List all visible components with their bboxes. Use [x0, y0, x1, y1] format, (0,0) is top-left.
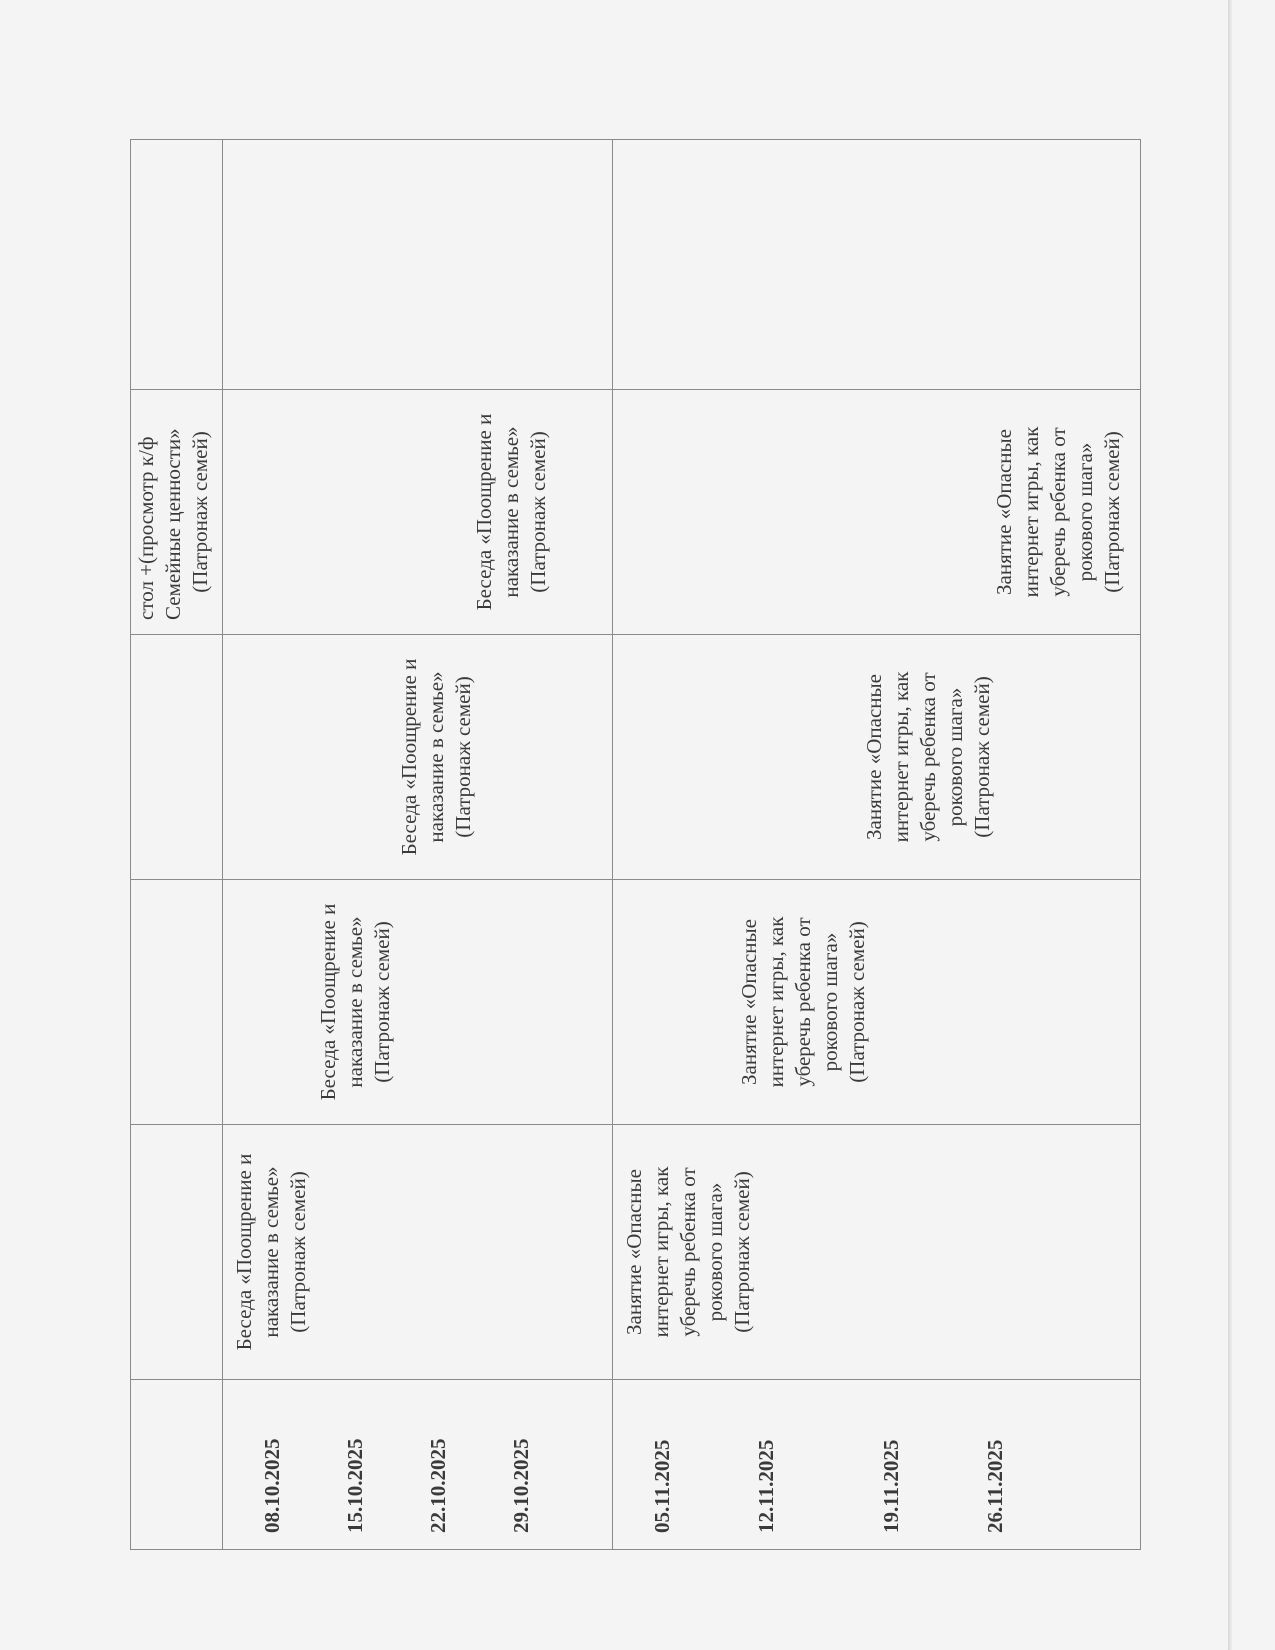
header-cell-4-line1: стол +(просмотр к/ф	[134, 436, 158, 620]
entry-october-col4	[471, 404, 552, 620]
entry-note: (Патронаж семей)	[526, 431, 550, 593]
entry-note: (Патронаж семей)	[845, 921, 869, 1083]
date-29-10: 29.10.2025	[509, 1438, 533, 1533]
entry-november-col1	[621, 1139, 756, 1365]
header-cell-4	[131, 390, 223, 635]
page-edge-shadow	[1228, 0, 1232, 1650]
date-15-10: 15.10.2025	[343, 1438, 367, 1533]
entry-october-col3	[396, 649, 477, 865]
date-22-10: 22.10.2025	[426, 1438, 450, 1533]
entry-october-col2	[315, 894, 396, 1110]
date-19-11: 19.11.2025	[879, 1439, 903, 1533]
entry-title: Занятие «Опасные интернет игры, как уберечь ребенка от рокового шага»	[992, 426, 1097, 598]
entry-note: (Патронаж семей)	[370, 921, 394, 1083]
dates-cell-october	[223, 1380, 613, 1550]
cell-october-col2	[223, 880, 613, 1125]
entry-october-col1	[231, 1139, 312, 1365]
entry-title: Беседа «Поощрение и наказание в семье»	[397, 658, 448, 856]
entry-title: Занятие «Опасные интернет игры, как уберечь ребенка от рокового шага»	[862, 671, 967, 843]
cell-october-col3	[223, 635, 613, 880]
date-26-11: 26.11.2025	[983, 1439, 1007, 1533]
cell-october-col1	[223, 1125, 613, 1380]
header-cell-4-line2: Семейные ценности»	[161, 428, 185, 620]
table-row-header	[131, 140, 223, 1550]
scanned-page	[130, 140, 1124, 1550]
entry-november-col2	[736, 894, 871, 1110]
cell-november-col1	[613, 1125, 1141, 1380]
schedule-table	[130, 139, 1141, 1550]
header-cell-5	[131, 140, 223, 390]
entry-note: (Патронаж семей)	[1100, 431, 1124, 593]
cell-november-col4	[613, 390, 1141, 635]
entry-note: (Патронаж семей)	[730, 1171, 754, 1333]
header-cell-4-text	[133, 404, 214, 620]
entry-note: (Патронаж семей)	[451, 676, 475, 838]
date-12-11: 12.11.2025	[754, 1439, 778, 1533]
cell-november-col3	[613, 635, 1141, 880]
date-05-11: 05.11.2025	[650, 1439, 674, 1533]
entry-note: (Патронаж семей)	[286, 1171, 310, 1333]
cell-november-col5	[613, 140, 1141, 390]
header-cell-2	[131, 880, 223, 1125]
date-08-10: 08.10.2025	[260, 1438, 284, 1533]
header-cell-dates	[131, 1380, 223, 1550]
header-cell-4-note: (Патронаж семей)	[188, 431, 212, 593]
entry-title: Занятие «Опасные интернет игры, как уберечь ребенка от рокового шага»	[737, 916, 842, 1088]
entry-title: Беседа «Поощрение и наказание в семье»	[472, 413, 523, 611]
table-row-november	[613, 140, 1141, 1550]
cell-november-col2	[613, 880, 1141, 1125]
table-row-october	[223, 140, 613, 1550]
entry-note: (Патронаж семей)	[970, 676, 994, 838]
cell-october-col5	[223, 140, 613, 390]
header-cell-1	[131, 1125, 223, 1380]
entry-november-col3	[861, 649, 996, 865]
entry-title: Беседа «Поощрение и наказание в семье»	[232, 1153, 283, 1351]
cell-october-col4	[223, 390, 613, 635]
entry-title: Занятие «Опасные интернет игры, как уберечь ребенка от рокового шага»	[622, 1166, 727, 1338]
dates-cell-november	[613, 1380, 1141, 1550]
entry-title: Беседа «Поощрение и наказание в семье»	[316, 903, 367, 1101]
rotated-table-wrapper	[130, 140, 1124, 1550]
entry-november-col4	[991, 404, 1126, 620]
header-cell-3	[131, 635, 223, 880]
